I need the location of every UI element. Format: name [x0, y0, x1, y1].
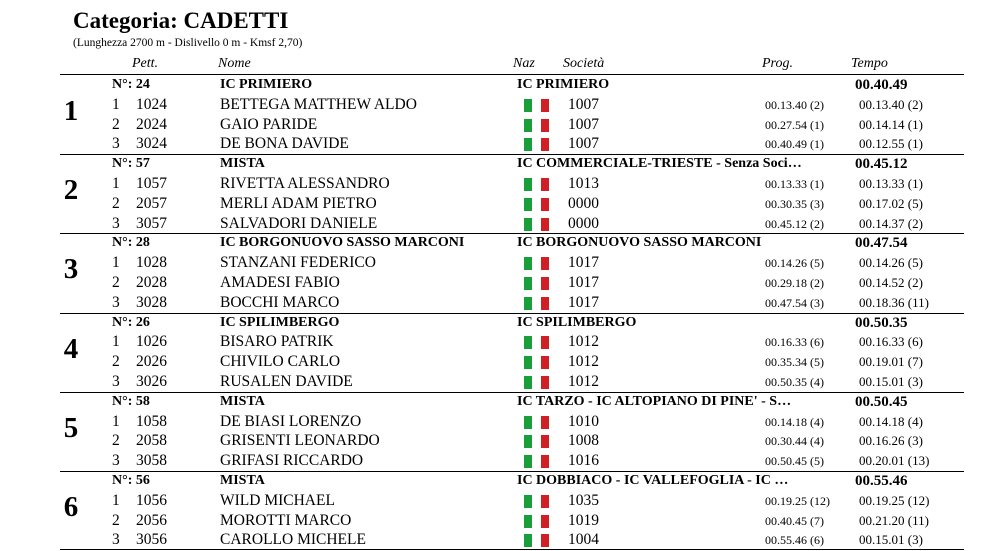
bib-number: 1028 — [136, 254, 167, 272]
header-nome: Nome — [218, 56, 251, 71]
italy-flag-icon — [524, 297, 549, 310]
team-block — [60, 471, 964, 550]
team-number: N°: 28 — [112, 235, 150, 251]
society-code: 1007 — [568, 115, 599, 133]
header-pett: Pett. — [132, 56, 159, 71]
leg-number: 1 — [112, 254, 120, 272]
leg-number: 2 — [112, 115, 120, 133]
athlete-name: AMADESI FABIO — [220, 273, 340, 291]
progressive-time: 00.13.40 (2) — [765, 97, 824, 112]
society-code: 1017 — [568, 254, 599, 272]
bib-number: 2058 — [136, 432, 167, 450]
athlete-name: BISARO PATRIK — [220, 333, 334, 351]
leg-number: 1 — [112, 412, 120, 430]
leg-number: 1 — [112, 174, 120, 192]
table-row — [60, 134, 964, 154]
table-row — [60, 530, 964, 550]
progressive-time: 00.40.49 (1) — [765, 137, 824, 152]
team-number: N°: 56 — [112, 473, 150, 488]
team-society: IC TARZO - IC ALTOPIANO DI PINE' - S… — [517, 393, 792, 409]
table-row — [60, 273, 964, 293]
progressive-time: 00.47.54 (3) — [765, 295, 824, 310]
progressive-time: 00.50.35 (4) — [765, 374, 824, 389]
leg-time: 00.14.18 (4) — [859, 413, 923, 429]
team-rank: 4 — [63, 332, 79, 365]
athlete-name: CAROLLO MICHELE — [220, 531, 366, 549]
leg-time: 00.14.37 (2) — [859, 215, 923, 231]
team-society: IC COMMERCIALE-TRIESTE - Senza Soci… — [517, 156, 802, 172]
team-total-time: 00.45.12 — [855, 156, 908, 173]
italy-flag-icon — [524, 455, 549, 468]
athlete-name: DE BIASI LORENZO — [220, 412, 362, 430]
society-code: 1016 — [568, 452, 599, 470]
leg-time: 00.21.20 (11) — [859, 512, 929, 528]
leg-number: 2 — [112, 432, 120, 450]
progressive-time: 00.45.12 (2) — [765, 216, 824, 231]
table-row — [60, 253, 964, 273]
team-block — [60, 313, 964, 392]
leg-number: 3 — [112, 135, 120, 153]
bib-number: 2028 — [136, 273, 167, 291]
society-code: 1008 — [568, 432, 599, 450]
athlete-name: BOCCHI MARCO — [220, 293, 340, 311]
leg-time: 00.14.26 (5) — [859, 255, 923, 271]
athlete-name: GRIFASI RICCARDO — [220, 452, 364, 470]
bib-number: 3058 — [136, 452, 167, 470]
team-name: IC PRIMIERO — [220, 77, 313, 92]
team-society: IC BORGONUOVO SASSO MARCONI — [517, 235, 762, 251]
italy-flag-icon — [524, 198, 549, 211]
team-block — [60, 233, 964, 312]
table-row — [60, 352, 964, 372]
leg-time: 00.16.26 (3) — [859, 433, 923, 449]
bib-number: 1024 — [136, 95, 167, 113]
society-code: 1013 — [568, 174, 599, 192]
athlete-name: GAIO PARIDE — [220, 115, 318, 133]
leg-number: 1 — [112, 491, 120, 509]
team-number: N°: 58 — [112, 393, 150, 409]
bottom-line — [60, 549, 964, 550]
header-societa: Società — [563, 56, 605, 71]
italy-flag-icon — [524, 257, 549, 270]
header-prog: Prog. — [762, 56, 793, 71]
team-society: IC SPILIMBERGO — [517, 314, 637, 330]
italy-flag-icon — [524, 138, 549, 151]
leg-time: 00.19.25 (12) — [859, 492, 930, 508]
page-title: Categoria: CADETTI — [73, 8, 289, 33]
leg-time: 00.18.36 (11) — [859, 294, 929, 310]
team-block — [60, 392, 964, 471]
leg-time: 00.15.01 (3) — [859, 532, 923, 548]
table-row — [60, 194, 964, 214]
bib-number: 3028 — [136, 293, 167, 311]
team-name: MISTA — [220, 393, 265, 409]
bib-number: 3024 — [136, 135, 167, 153]
table-row — [60, 214, 964, 234]
athlete-name: SALVADORI DANIELE — [220, 214, 378, 232]
leg-time: 00.12.55 (1) — [859, 136, 923, 152]
bib-number: 3026 — [136, 372, 167, 390]
progressive-time: 00.29.18 (2) — [765, 275, 824, 290]
progressive-time: 00.14.18 (4) — [765, 414, 824, 429]
bib-number: 2026 — [136, 353, 167, 371]
team-block — [60, 75, 964, 154]
progressive-time: 00.27.54 (1) — [765, 117, 824, 132]
team-rank: 6 — [63, 491, 79, 523]
italy-flag-icon — [524, 99, 549, 112]
leg-number: 2 — [112, 511, 120, 529]
team-header-row — [60, 392, 964, 412]
team-header-row — [60, 471, 964, 491]
society-code: 0000 — [568, 194, 599, 212]
team-total-time: 00.50.35 — [855, 314, 908, 331]
table-row — [60, 511, 964, 531]
bib-number: 1026 — [136, 333, 167, 351]
society-code: 0000 — [568, 214, 599, 232]
header-tempo: Tempo — [851, 56, 888, 71]
team-rank: 1 — [63, 95, 79, 127]
team-block — [60, 154, 964, 233]
leg-time: 00.19.01 (7) — [859, 354, 923, 370]
society-code: 1004 — [568, 531, 599, 549]
leg-number: 3 — [112, 531, 120, 549]
team-name: MISTA — [220, 156, 265, 172]
athlete-name: RUSALEN DAVIDE — [220, 372, 353, 390]
leg-time: 00.15.01 (3) — [859, 373, 923, 389]
leg-number: 1 — [112, 333, 120, 351]
team-rank: 3 — [63, 253, 79, 286]
team-rank: 2 — [63, 174, 79, 207]
italy-flag-icon — [524, 277, 549, 290]
progressive-time: 00.40.45 (7) — [765, 513, 824, 528]
team-number: N°: 57 — [112, 156, 150, 172]
athlete-name: DE BONA DAVIDE — [220, 135, 349, 153]
italy-flag-icon — [524, 534, 549, 547]
team-header-row — [60, 154, 964, 174]
leg-number: 3 — [112, 452, 120, 470]
team-total-time: 00.50.45 — [855, 393, 908, 410]
team-name: IC BORGONUOVO SASSO MARCONI — [220, 235, 465, 251]
society-code: 1007 — [568, 135, 599, 153]
leg-time: 00.17.02 (5) — [859, 195, 923, 211]
athlete-name: WILD MICHAEL — [220, 491, 335, 509]
society-code: 1007 — [568, 95, 599, 113]
race-info: (Lunghezza 2700 m - Dislivello 0 m - Kmsf 2,70) — [73, 37, 303, 49]
progressive-time: 00.55.46 (6) — [765, 533, 824, 548]
progressive-time: 00.35.34 (5) — [765, 355, 824, 370]
leg-number: 3 — [112, 293, 120, 311]
leg-number: 3 — [112, 214, 120, 232]
bib-number: 1057 — [136, 174, 167, 192]
header-naz: Naz — [513, 56, 535, 71]
bib-number: 1056 — [136, 491, 167, 509]
progressive-time: 00.13.33 (1) — [765, 176, 824, 191]
progressive-time: 00.19.25 (12) — [765, 493, 830, 508]
table-row — [60, 372, 964, 392]
team-number: N°: 24 — [112, 77, 150, 92]
italy-flag-icon — [524, 178, 549, 191]
athlete-name: MOROTTI MARCO — [220, 511, 352, 529]
italy-flag-icon — [524, 515, 549, 528]
athlete-name: BETTEGA MATTHEW ALDO — [220, 95, 417, 113]
athlete-name: GRISENTI LEONARDO — [220, 432, 380, 450]
progressive-time: 00.16.33 (6) — [765, 335, 824, 350]
team-total-time: 00.55.46 — [855, 473, 908, 489]
italy-flag-icon — [524, 119, 549, 132]
athlete-name: MERLI ADAM PIETRO — [220, 194, 377, 212]
team-header-row — [60, 233, 964, 253]
italy-flag-icon — [524, 336, 549, 349]
society-code: 1035 — [568, 491, 599, 509]
progressive-time: 00.50.45 (5) — [765, 454, 824, 469]
italy-flag-icon — [524, 495, 549, 508]
team-name: MISTA — [220, 473, 265, 488]
athlete-name: CHIVILO CARLO — [220, 353, 341, 371]
bib-number: 2057 — [136, 194, 167, 212]
society-code: 1019 — [568, 511, 599, 529]
italy-flag-icon — [524, 416, 549, 429]
bib-number: 3056 — [136, 531, 167, 549]
team-rank: 5 — [63, 411, 79, 444]
table-row — [60, 95, 964, 115]
leg-time: 00.14.52 (2) — [859, 274, 923, 290]
bib-number: 2024 — [136, 115, 167, 133]
progressive-time: 00.30.44 (4) — [765, 434, 824, 449]
bib-number: 2056 — [136, 511, 167, 529]
leg-time: 00.14.14 (1) — [859, 116, 923, 132]
table-row — [60, 412, 964, 432]
athlete-name: STANZANI FEDERICO — [220, 254, 376, 272]
society-code: 1017 — [568, 293, 599, 311]
leg-time: 00.13.40 (2) — [859, 96, 923, 112]
team-society: IC PRIMIERO — [517, 77, 610, 92]
table-row — [60, 332, 964, 352]
bib-number: 1058 — [136, 412, 167, 430]
table-row — [60, 115, 964, 135]
italy-flag-icon — [524, 356, 549, 369]
team-society: IC DOBBIACO - IC VALLEFOGLIA - IC … — [517, 473, 789, 488]
progressive-time: 00.14.26 (5) — [765, 256, 824, 271]
leg-number: 1 — [112, 95, 120, 113]
team-header-row — [60, 75, 964, 95]
leg-number: 2 — [112, 353, 120, 371]
italy-flag-icon — [524, 218, 549, 231]
italy-flag-icon — [524, 435, 549, 448]
team-header-row — [60, 313, 964, 333]
team-total-time: 00.47.54 — [855, 235, 908, 252]
table-row — [60, 431, 964, 451]
team-total-time: 00.40.49 — [855, 77, 908, 93]
bib-number: 3057 — [136, 214, 167, 232]
athlete-name: RIVETTA ALESSANDRO — [220, 174, 390, 192]
leg-time: 00.13.33 (1) — [859, 175, 923, 191]
table-row — [60, 174, 964, 194]
team-name: IC SPILIMBERGO — [220, 314, 340, 330]
leg-time: 00.16.33 (6) — [859, 334, 923, 350]
table-row — [60, 293, 964, 313]
leg-time: 00.20.01 (13) — [859, 453, 930, 469]
society-code: 1012 — [568, 372, 599, 390]
society-code: 1017 — [568, 273, 599, 291]
society-code: 1010 — [568, 412, 599, 430]
table-row — [60, 451, 964, 471]
italy-flag-icon — [524, 376, 549, 389]
leg-number: 3 — [112, 372, 120, 390]
progressive-time: 00.30.35 (3) — [765, 196, 824, 211]
leg-number: 2 — [112, 273, 120, 291]
society-code: 1012 — [568, 353, 599, 371]
table-row — [60, 491, 964, 511]
team-number: N°: 26 — [112, 314, 150, 330]
leg-number: 2 — [112, 194, 120, 212]
society-code: 1012 — [568, 333, 599, 351]
